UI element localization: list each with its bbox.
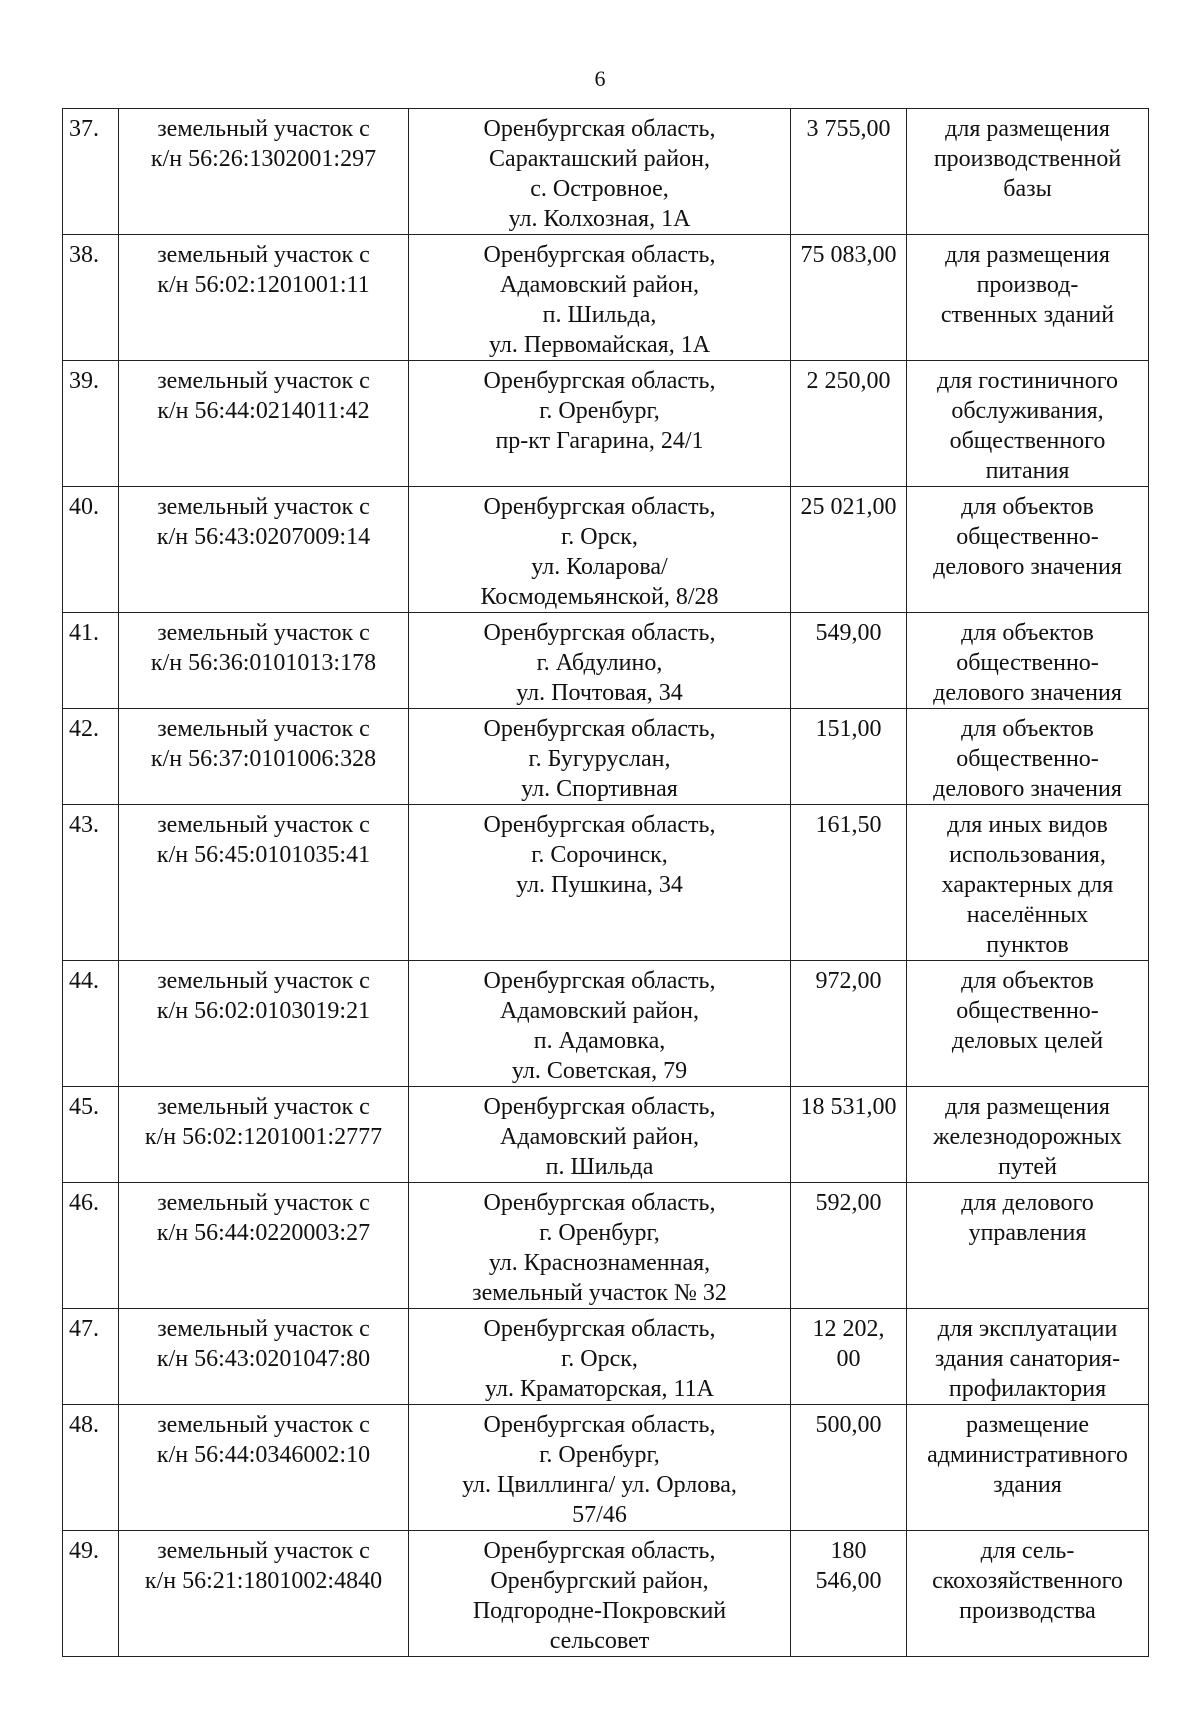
usage-cell-line: для делового	[961, 1190, 1094, 1216]
usage-cell-line: для размещения	[945, 116, 1110, 142]
table-row	[63, 487, 1149, 613]
table-body	[63, 109, 1149, 1657]
object-cell-line: к/н 56:43:0201047:80	[156, 1346, 371, 1372]
address-cell	[409, 805, 791, 961]
usage-cell	[907, 805, 1149, 961]
object-cell-line: земельный участок с	[157, 620, 370, 646]
usage-cell	[907, 1183, 1149, 1309]
usage-cell-line: общественно-	[956, 746, 1099, 772]
object-cell-line: к/н 56:44:0346002:10	[156, 1442, 371, 1468]
object-cell-line: к/н 56:44:0214011:42	[157, 398, 370, 424]
object-cell-line: к/н 56:44:0220003:27	[156, 1220, 371, 1246]
row-number: 49.	[63, 1531, 119, 1657]
area-cell	[791, 1087, 907, 1183]
address-cell-line: Оренбургская область,	[483, 968, 716, 994]
usage-cell-line: производства	[959, 1598, 1096, 1624]
object-cell-line: земельный участок с	[157, 1190, 370, 1216]
area-cell	[791, 805, 907, 961]
address-cell-line: г. Бугуруслан,	[528, 746, 671, 772]
address-cell-line: г. Орск,	[561, 1346, 638, 1372]
usage-cell-line: ственных зданий	[940, 302, 1115, 328]
row-number: 48.	[63, 1405, 119, 1531]
object-cell-line: земельный участок с	[157, 1538, 370, 1564]
address-cell-line: Адамовский район,	[500, 998, 699, 1024]
table-row	[63, 1087, 1149, 1183]
usage-cell-line: делового значения	[933, 554, 1122, 580]
address-cell	[409, 1309, 791, 1405]
address-cell-line: ул. Коларова/	[531, 554, 668, 580]
usage-cell-line: питания	[985, 458, 1070, 484]
usage-cell-line: населённых	[966, 902, 1089, 928]
address-cell-line: г. Оренбург,	[539, 398, 660, 424]
row-number: 38.	[63, 235, 119, 361]
table-row	[63, 235, 1149, 361]
area-cell-line: 75 083,00	[800, 242, 897, 268]
address-cell-line: Оренбургская область,	[483, 116, 716, 142]
object-cell-line: земельный участок с	[157, 1412, 370, 1438]
object-cell	[119, 961, 409, 1087]
object-cell-line: к/н 56:26:1302001:297	[150, 146, 377, 172]
address-cell-line: ул. Цвиллинга/ ул. Орлова,	[462, 1472, 737, 1498]
address-cell	[409, 709, 791, 805]
table-row	[63, 961, 1149, 1087]
usage-cell-line: обслуживания,	[951, 398, 1104, 424]
usage-cell	[907, 487, 1149, 613]
address-cell-line: Оренбургская область,	[483, 368, 716, 394]
area-cell-line: 18 531,00	[800, 1094, 897, 1120]
area-cell-line: 00	[836, 1346, 861, 1372]
address-cell-line: ул. Пушкина, 34	[516, 872, 683, 898]
area-cell-line: 151,00	[815, 716, 882, 742]
usage-cell	[907, 361, 1149, 487]
usage-cell	[907, 1405, 1149, 1531]
usage-cell-line: для сель-	[980, 1538, 1075, 1564]
address-cell-line: ул. Первомайская, 1А	[488, 332, 711, 358]
object-cell	[119, 1183, 409, 1309]
address-cell-line: Адамовский район,	[500, 272, 699, 298]
area-cell-line: 25 021,00	[800, 494, 897, 520]
area-cell	[791, 613, 907, 709]
usage-cell-line: использования,	[949, 842, 1106, 868]
object-cell-line: земельный участок с	[157, 242, 370, 268]
object-cell-line: к/н 56:02:0103019:21	[156, 998, 371, 1024]
address-cell-line: Подгородне-Покровский	[472, 1598, 727, 1624]
usage-cell	[907, 1309, 1149, 1405]
area-cell-line: 12 202,	[812, 1316, 885, 1342]
usage-cell-line: общественно-	[956, 650, 1099, 676]
address-cell-line: Космодемьянской, 8/28	[480, 584, 719, 610]
address-cell-line: Оренбургский район,	[490, 1568, 709, 1594]
usage-cell-line: делового значения	[933, 776, 1122, 802]
address-cell-line: п. Шильда	[545, 1154, 654, 1180]
object-cell-line: земельный участок с	[157, 812, 370, 838]
row-number: 44.	[63, 961, 119, 1087]
table-row	[63, 1405, 1149, 1531]
object-cell-line: к/н 56:45:0101035:41	[156, 842, 371, 868]
address-cell-line: пр-кт Гагарина, 24/1	[495, 428, 704, 454]
table-row	[63, 805, 1149, 961]
usage-cell-line: для гостиничного	[937, 368, 1118, 394]
address-cell-line: г. Орск,	[561, 524, 638, 550]
object-cell-line: к/н 56:02:1201001:11	[157, 272, 370, 298]
address-cell-line: Оренбургская область,	[483, 1094, 716, 1120]
area-cell	[791, 361, 907, 487]
row-number: 42.	[63, 709, 119, 805]
address-cell-line: п. Адамовка,	[533, 1028, 666, 1054]
row-number: 40.	[63, 487, 119, 613]
usage-cell	[907, 235, 1149, 361]
address-cell-line: Оренбургская область,	[483, 1538, 716, 1564]
usage-cell-line: общественного	[949, 428, 1106, 454]
usage-cell-line: делового значения	[933, 680, 1122, 706]
object-cell	[119, 487, 409, 613]
address-cell-line: Адамовский район,	[500, 1124, 699, 1150]
object-cell-line: земельный участок с	[157, 716, 370, 742]
row-number: 46.	[63, 1183, 119, 1309]
object-cell-line: земельный участок с	[157, 116, 370, 142]
address-cell-line: ул. Колхозная, 1А	[508, 206, 691, 232]
address-cell	[409, 1183, 791, 1309]
object-cell	[119, 1087, 409, 1183]
address-cell-line: ул. Краснознаменная,	[488, 1250, 711, 1276]
usage-cell-line: управления	[968, 1220, 1087, 1246]
usage-cell-line: характерных для	[941, 872, 1114, 898]
land-plots-table	[62, 108, 1149, 1657]
address-cell-line: Саракташский район,	[489, 146, 710, 172]
address-cell-line: земельный участок № 32	[472, 1280, 727, 1306]
area-cell-line: 546,00	[815, 1568, 882, 1594]
area-cell	[791, 709, 907, 805]
usage-cell-line: для объектов	[961, 968, 1094, 994]
usage-cell-line: административного	[927, 1442, 1128, 1468]
address-cell-line: г. Оренбург,	[539, 1442, 660, 1468]
usage-cell-line: производ-	[976, 272, 1079, 298]
address-cell	[409, 1087, 791, 1183]
address-cell-line: Оренбургская область,	[483, 620, 716, 646]
row-number: 39.	[63, 361, 119, 487]
address-cell-line: Оренбургская область,	[483, 1412, 716, 1438]
address-cell-line: Оренбургская область,	[483, 1190, 716, 1216]
address-cell	[409, 361, 791, 487]
usage-cell-line: для эксплуатации	[937, 1316, 1118, 1342]
usage-cell-line: базы	[1003, 176, 1052, 202]
address-cell-line: Оренбургская область,	[483, 494, 716, 520]
object-cell-line: к/н 56:36:0101013:178	[150, 650, 377, 676]
address-cell-line: с. Островное,	[530, 176, 669, 202]
object-cell-line: земельный участок с	[157, 1094, 370, 1120]
area-cell	[791, 235, 907, 361]
address-cell	[409, 1405, 791, 1531]
address-cell	[409, 613, 791, 709]
address-cell	[409, 109, 791, 235]
usage-cell	[907, 709, 1149, 805]
object-cell	[119, 709, 409, 805]
usage-cell-line: для объектов	[961, 620, 1094, 646]
usage-cell-line: для размещения	[945, 1094, 1110, 1120]
usage-cell-line: производственной	[933, 146, 1122, 172]
usage-cell	[907, 613, 1149, 709]
object-cell-line: к/н 56:21:1801002:4840	[144, 1568, 383, 1594]
address-cell-line: 57/46	[572, 1502, 627, 1528]
object-cell-line: к/н 56:02:1201001:2777	[144, 1124, 383, 1150]
object-cell	[119, 235, 409, 361]
area-cell	[791, 1405, 907, 1531]
usage-cell-line: размещение	[965, 1412, 1090, 1438]
address-cell-line: Оренбургская область,	[483, 1316, 716, 1342]
usage-cell-line: общественно-	[956, 524, 1099, 550]
usage-cell-line: железнодорожных	[933, 1124, 1122, 1150]
area-cell-line: 972,00	[815, 968, 882, 994]
usage-cell-line: здания санатория-	[934, 1346, 1121, 1372]
address-cell	[409, 961, 791, 1087]
object-cell	[119, 1405, 409, 1531]
area-cell	[791, 1309, 907, 1405]
usage-cell-line: для размещения	[945, 242, 1110, 268]
usage-cell-line: для объектов	[961, 494, 1094, 520]
address-cell	[409, 487, 791, 613]
area-cell-line: 2 250,00	[806, 368, 891, 394]
area-cell	[791, 1183, 907, 1309]
object-cell	[119, 1309, 409, 1405]
row-number: 45.	[63, 1087, 119, 1183]
usage-cell	[907, 1531, 1149, 1657]
page-number: 6	[594, 66, 606, 91]
usage-cell-line: для иных видов	[947, 812, 1108, 838]
row-number: 37.	[63, 109, 119, 235]
area-cell-line: 592,00	[815, 1190, 882, 1216]
table-row	[63, 109, 1149, 235]
usage-cell-line: для объектов	[961, 716, 1094, 742]
row-number: 47.	[63, 1309, 119, 1405]
usage-cell	[907, 1087, 1149, 1183]
usage-cell-line: скохозяйственного	[932, 1568, 1123, 1594]
object-cell-line: земельный участок с	[157, 968, 370, 994]
table-row	[63, 1531, 1149, 1657]
object-cell-line: к/н 56:37:0101006:328	[150, 746, 377, 772]
address-cell	[409, 235, 791, 361]
object-cell-line: земельный участок с	[157, 494, 370, 520]
area-cell-line: 500,00	[815, 1412, 882, 1438]
object-cell	[119, 361, 409, 487]
address-cell-line: г. Сорочинск,	[531, 842, 668, 868]
usage-cell-line: деловых целей	[951, 1028, 1104, 1054]
object-cell-line: земельный участок с	[157, 1316, 370, 1342]
area-cell-line: 180	[830, 1538, 867, 1564]
row-number: 43.	[63, 805, 119, 961]
address-cell-line: г. Абдулино,	[536, 650, 663, 676]
table-row	[63, 1309, 1149, 1405]
usage-cell-line: пунктов	[986, 932, 1069, 958]
table-row	[63, 361, 1149, 487]
table-row	[63, 709, 1149, 805]
row-number: 41.	[63, 613, 119, 709]
address-cell	[409, 1531, 791, 1657]
usage-cell-line: общественно-	[956, 998, 1099, 1024]
object-cell	[119, 613, 409, 709]
area-cell-line: 3 755,00	[806, 116, 891, 142]
table-row	[63, 1183, 1149, 1309]
object-cell	[119, 805, 409, 961]
address-cell-line: ул. Почтовая, 34	[516, 680, 683, 706]
table-row	[63, 613, 1149, 709]
address-cell-line: г. Оренбург,	[539, 1220, 660, 1246]
usage-cell-line: путей	[998, 1154, 1057, 1180]
area-cell-line: 161,50	[815, 812, 882, 838]
address-cell-line: Оренбургская область,	[483, 812, 716, 838]
area-cell-line: 549,00	[815, 620, 882, 646]
usage-cell-line: здания	[993, 1472, 1062, 1498]
address-cell-line: ул. Советская, 79	[511, 1058, 688, 1084]
address-cell-line: Оренбургская область,	[483, 716, 716, 742]
usage-cell	[907, 109, 1149, 235]
address-cell-line: ул. Краматорская, 11А	[485, 1376, 714, 1402]
usage-cell-line: профилактория	[948, 1376, 1107, 1402]
object-cell-line: к/н 56:43:0207009:14	[156, 524, 371, 550]
object-cell	[119, 109, 409, 235]
address-cell-line: сельсовет	[549, 1628, 650, 1654]
address-cell-line: п. Шильда,	[542, 302, 657, 328]
address-cell-line: ул. Спортивная	[521, 776, 678, 802]
area-cell	[791, 109, 907, 235]
object-cell	[119, 1531, 409, 1657]
area-cell	[791, 961, 907, 1087]
area-cell	[791, 487, 907, 613]
object-cell-line: земельный участок с	[157, 368, 370, 394]
usage-cell	[907, 961, 1149, 1087]
area-cell	[791, 1531, 907, 1657]
address-cell-line: Оренбургская область,	[483, 242, 716, 268]
